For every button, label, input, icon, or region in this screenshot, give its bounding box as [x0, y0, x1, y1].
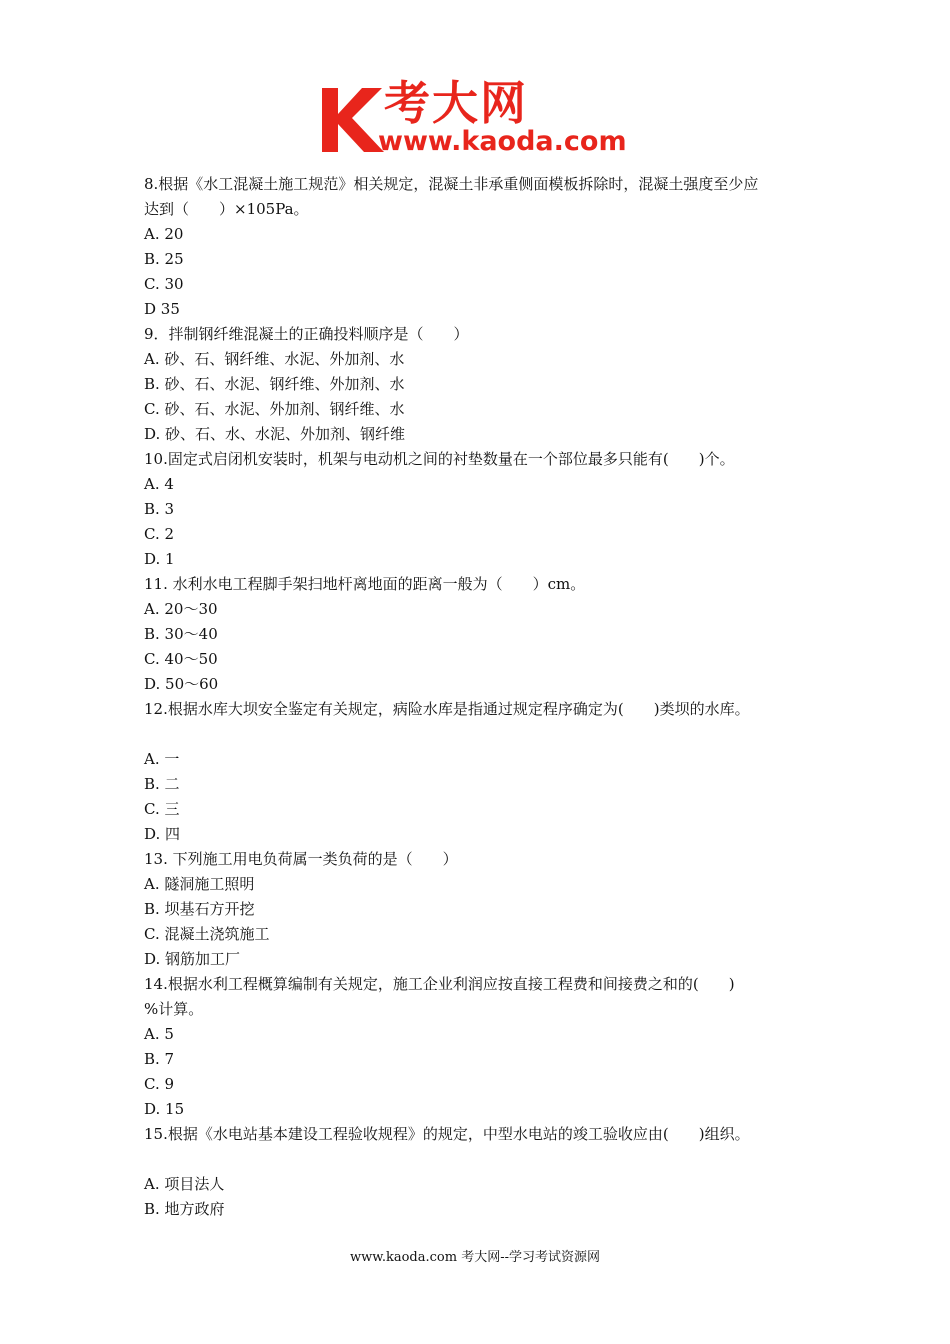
text-line: B. 3	[144, 500, 175, 518]
kaoda-logo	[318, 78, 640, 160]
text-line: D. 砂、石、水、水泥、外加剂、钢纤维	[144, 425, 406, 443]
text-line: 13. 下列施工用电负荷属一类负荷的是（ ）	[144, 850, 458, 868]
text-line: A. 4	[144, 475, 174, 493]
text-line: B. 坝基石方开挖	[144, 900, 255, 918]
text-line: C. 2	[144, 525, 175, 543]
text-line: D. 四	[144, 825, 181, 843]
text-line: B. 25	[144, 250, 184, 268]
text-line	[144, 722, 834, 747]
text-line: C. 9	[144, 1075, 175, 1093]
text-line: 9．拌制钢纤维混凝土的正确投料顺序是（ ）	[144, 325, 469, 343]
text-line: C. 砂、石、水泥、外加剂、钢纤维、水	[144, 400, 405, 418]
text-line: 12.根据水库大坝安全鉴定有关规定，病险水库是指通过规定程序确定为( )类坝的水库。	[144, 700, 750, 718]
text-line: 达到（ ）×105Pa。	[144, 200, 309, 218]
text-line: B. 地方政府	[144, 1200, 225, 1218]
text-line: 8.根据《水工混凝土施工规范》相关规定，混凝土非承重侧面模板拆除时，混凝土强度至少应	[144, 175, 759, 193]
logo-brand-text: 考大网	[384, 76, 528, 130]
text-line: D. 钢筋加工厂	[144, 950, 241, 968]
text-line: A. 砂、石、钢纤维、水泥、外加剂、水	[144, 350, 405, 368]
text-line: B. 砂、石、水泥、钢纤维、外加剂、水	[144, 375, 405, 393]
text-line: D. 15	[144, 1100, 185, 1118]
page-footer: www.kaoda.com 考大网--学习考试资源网	[350, 1250, 600, 1265]
text-line: A. 20～30	[144, 600, 218, 618]
text-line: B. 7	[144, 1050, 175, 1068]
text-line: D. 50～60	[144, 675, 219, 693]
text-line: B. 二	[144, 775, 180, 793]
logo-url-text: www.kaoda.com	[378, 126, 627, 157]
text-line: 11. 水利水电工程脚手架扫地杆离地面的距离一般为（ ）cm。	[144, 575, 586, 593]
text-line: D. 1	[144, 550, 175, 568]
text-line: C. 三	[144, 800, 180, 818]
text-line: 10.固定式启闭机安装时，机架与电动机之间的衬垫数量在一个部位最多只能有( )个。	[144, 450, 735, 468]
text-line: C. 混凝土浇筑施工	[144, 925, 270, 943]
text-line: C. 40～50	[144, 650, 218, 668]
text-line: A. 隧洞施工照明	[144, 875, 255, 893]
text-line: C. 30	[144, 275, 184, 293]
text-line: A. 20	[144, 225, 184, 243]
text-line	[144, 1147, 834, 1172]
text-line: B. 30～40	[144, 625, 218, 643]
text-line: A. 5	[144, 1025, 174, 1043]
question-list	[144, 172, 834, 1222]
text-line: D 35	[144, 300, 180, 318]
text-line: %计算。	[144, 1000, 204, 1018]
text-line: 15.根据《水电站基本建设工程验收规程》的规定，中型水电站的竣工验收应由( )组织。	[144, 1125, 750, 1143]
text-line: 14.根据水利工程概算编制有关规定，施工企业利润应按直接工程费和间接费之和的( )	[144, 975, 735, 993]
text-line: A. 项目法人	[144, 1175, 225, 1193]
text-line: A. 一	[144, 750, 180, 768]
